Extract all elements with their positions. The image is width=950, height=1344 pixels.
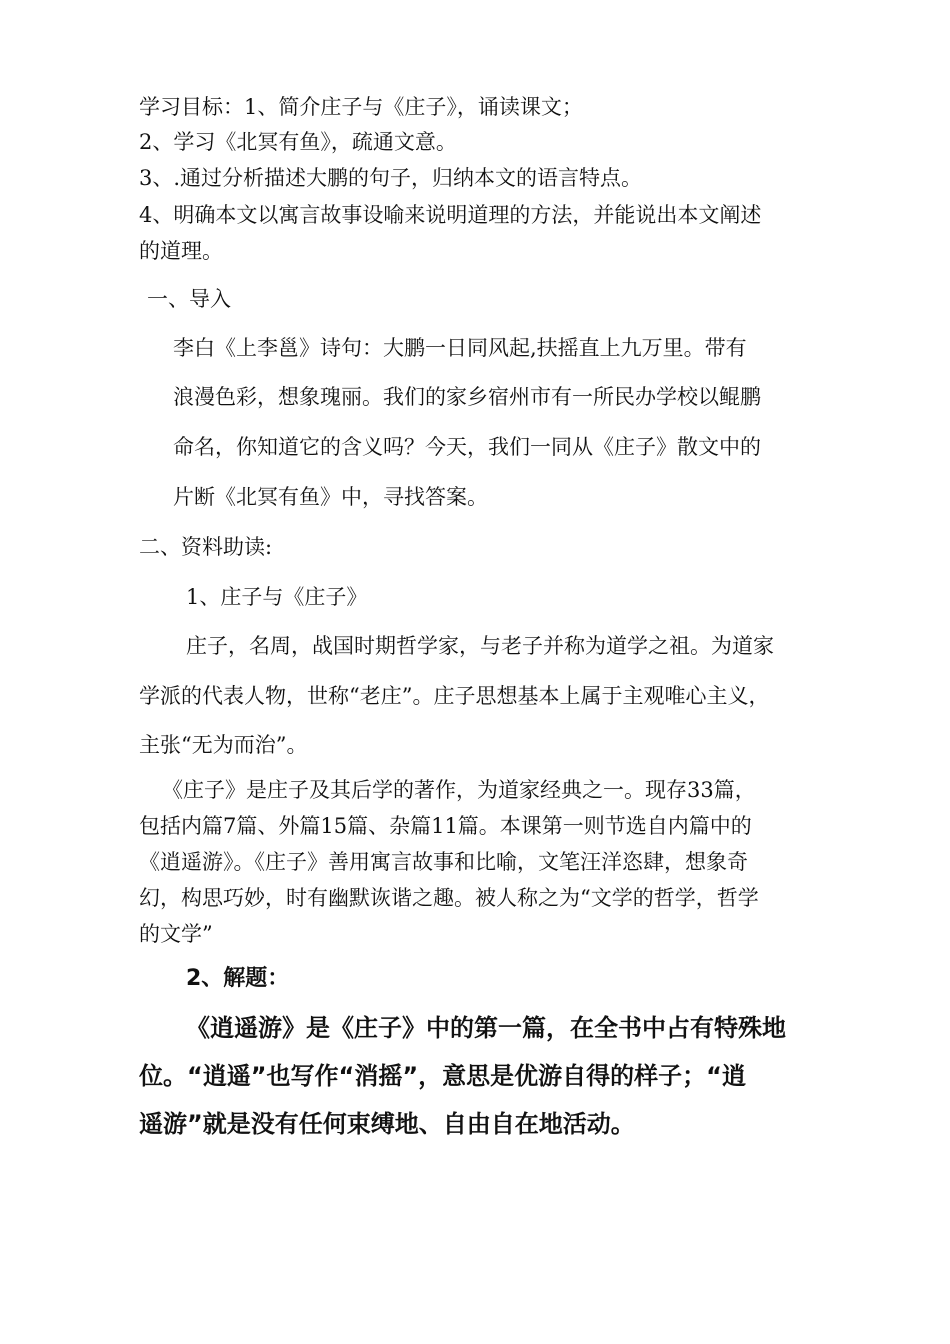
paragraph-line: 位。“逍遥”也写作“消摇”，意思是优游自得的样子；“逍 (139, 1062, 746, 1090)
section-heading: 一、导入 (147, 287, 231, 311)
objective-line: 2、学习《北冥有鱼》，疏通文意。 (139, 130, 457, 154)
objective-line: 的道理。 (139, 239, 223, 263)
paragraph-line: 的文学” (139, 922, 213, 946)
paragraph-line: 《逍遥游》是《庄子》中的第一篇，在全书中占有特殊地 (186, 1014, 786, 1042)
paragraph-line: 包括内篇7篇、外篇15篇、杂篇11篇。本课第一则节选自内篇中的 (139, 814, 752, 838)
paragraph-line: 李白《上李邕》诗句：大鹏一日同风起,扶摇直上九万里。带有 (173, 336, 747, 360)
paragraph-line: 庄子，名周，战国时期哲学家，与老子并称为道学之祖。为道家 (186, 634, 774, 658)
objective-line: 学习目标：1、简介庄子与《庄子》，诵读课文； (139, 95, 583, 119)
paragraph-line: 幻，构思巧妙，时有幽默诙谐之趣。被人称之为“文学的哲学，哲学 (139, 886, 759, 910)
subsection-heading: 1、庄子与《庄子》 (186, 585, 368, 609)
objective-line: 4、明确本文以寓言故事设喻来说明道理的方法，并能说出本文阐述 (139, 203, 762, 227)
paragraph-line: 遥游”就是没有任何束缚地、自由自在地活动。 (139, 1110, 635, 1138)
paragraph-line: 主张“无为而治”。 (139, 733, 308, 757)
objective-line: 3、.通过分析描述大鹏的句子，归纳本文的语言特点。 (139, 166, 643, 190)
section-heading: 二、资料助读: (139, 535, 273, 559)
paragraph-line: 命名，你知道它的含义吗？今天，我们一同从《庄子》散文中的 (173, 435, 761, 459)
paragraph-line: 浪漫色彩，想象瑰丽。我们的家乡宿州市有一所民办学校以鲲鹏 (173, 385, 761, 409)
paragraph-line: 片断《北冥有鱼》中，寻找答案。 (173, 485, 488, 509)
paragraph-line: 《逍遥游》。《庄子》善用寓言故事和比喻，文笔汪洋恣肆，想象奇 (139, 850, 748, 874)
paragraph-line: 《庄子》是庄子及其后学的著作，为道家经典之一。现存33篇， (162, 778, 756, 802)
subsection-heading: 2、解题： (186, 966, 290, 991)
paragraph-line: 学派的代表人物，世称“老庄”。庄子思想基本上属于主观唯心主义， (139, 684, 770, 708)
